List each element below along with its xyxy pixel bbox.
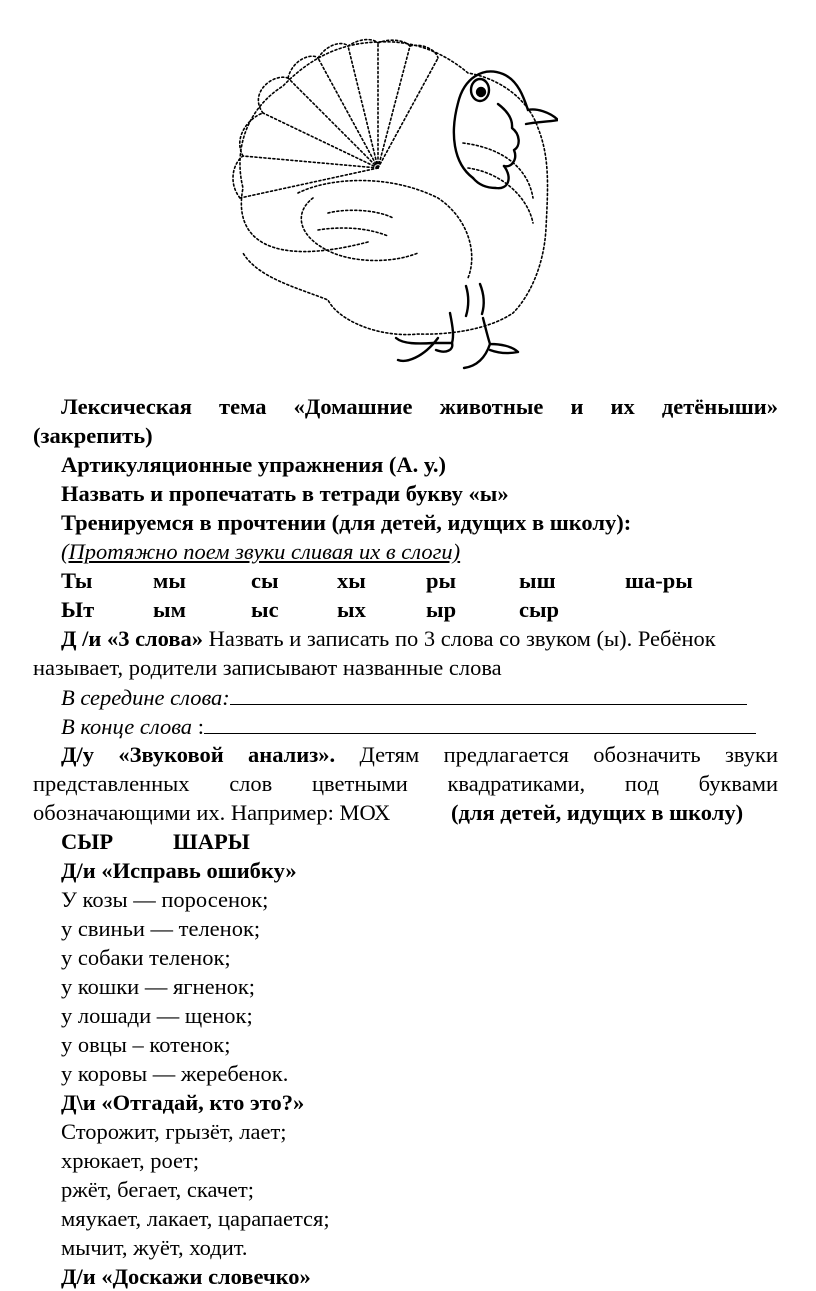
fix-error-line: У козы — поросенок; xyxy=(61,887,269,912)
topic-line-1: Лексическая тема «Домашние животные и их детёныши» xyxy=(61,394,778,419)
syllable: сы xyxy=(251,568,279,593)
sound-analysis-words xyxy=(33,827,778,856)
syllable: ыс xyxy=(251,597,279,622)
syllable: ым xyxy=(153,597,186,622)
fix-error-line: у кошки — ягненок; xyxy=(61,974,256,999)
syllable: хы xyxy=(337,568,366,593)
sound-analysis-line-3 xyxy=(33,798,778,827)
articulation-task: Артикуляционные упражнения (А. у.) xyxy=(61,452,446,477)
end-word-input-line[interactable] xyxy=(204,711,756,734)
reading-instruction: (Протяжно поем звуки сливая их в слоги) xyxy=(61,539,461,564)
analysis-word: ШАРЫ xyxy=(173,829,250,854)
fix-error-line: у свиньи — теленок; xyxy=(61,916,261,941)
syllable-row-1 xyxy=(33,566,778,595)
syllable-row-2 xyxy=(33,595,778,624)
guess-title: Д\и «Отгадай, кто это?» xyxy=(61,1090,305,1115)
syllable: ры xyxy=(426,568,457,593)
end-word-label: В конце слова xyxy=(61,714,193,739)
syllable: сыр xyxy=(519,597,560,622)
reading-title: Тренируемся в прочтении (для детей, идущих в школу): xyxy=(61,510,632,535)
finish-word-title: Д/и «Доскажи словечко» xyxy=(61,1264,311,1289)
three-words-text: Назвать и записать по 3 слова со звуком (ы). Ребёнок xyxy=(203,626,716,651)
middle-word-input-line[interactable] xyxy=(230,682,747,705)
sound-analysis-line-2: представленных слов цветными квадратиками, под буквами xyxy=(33,771,778,796)
fix-error-line: у лошади — щенок; xyxy=(61,1003,253,1028)
syllable: Ты xyxy=(61,568,93,593)
fix-error-line: у коровы — жеребенок. xyxy=(61,1061,289,1086)
syllable: ыш xyxy=(519,568,556,593)
sound-analysis-text: Детям предлагается обозначить звуки xyxy=(335,742,778,767)
letter-task: Назвать и пропечатать в тетради букву «ы» xyxy=(61,481,509,506)
three-words-text-2: называет, родители записывают названные слова xyxy=(33,655,502,680)
syllable: ых xyxy=(337,597,366,622)
turkey-illustration xyxy=(228,38,558,376)
guess-line: хрюкает, роет; xyxy=(61,1148,200,1173)
fix-error-line: у собаки теленок; xyxy=(61,945,231,970)
syllable: ыр xyxy=(426,597,457,622)
end-word-colon: : xyxy=(192,714,204,739)
middle-word-row xyxy=(33,682,778,711)
syllable: мы xyxy=(153,568,186,593)
syllable: ша-ры xyxy=(625,568,693,593)
sound-analysis-title: Д/у «Звуковой анализ». xyxy=(61,742,336,767)
three-words-task xyxy=(33,624,778,653)
middle-word-label: В середине слова: xyxy=(61,685,230,710)
sound-analysis-line-1 xyxy=(33,740,778,769)
guess-line: мяукает, лакает, царапается; xyxy=(61,1206,330,1231)
syllable: Ыт xyxy=(61,597,95,622)
guess-line: Сторожит, грызёт, лает; xyxy=(61,1119,287,1144)
document-body xyxy=(33,392,778,1291)
end-word-row xyxy=(33,711,778,740)
three-words-title: Д /и «3 слова» xyxy=(61,626,204,651)
guess-line: мычит, жуёт, ходит. xyxy=(61,1235,248,1260)
guess-line: ржёт, бегает, скачет; xyxy=(61,1177,254,1202)
fix-error-line: у овцы – котенок; xyxy=(61,1032,231,1057)
fix-error-title: Д/и «Исправь ошибку» xyxy=(61,858,297,883)
topic-line-2: (закрепить) xyxy=(33,423,153,448)
sound-analysis-example: обозначающими их. Например: МОХ xyxy=(33,800,391,825)
analysis-word: СЫР xyxy=(61,829,114,854)
sound-analysis-note: (для детей, идущих в школу) xyxy=(451,800,744,825)
